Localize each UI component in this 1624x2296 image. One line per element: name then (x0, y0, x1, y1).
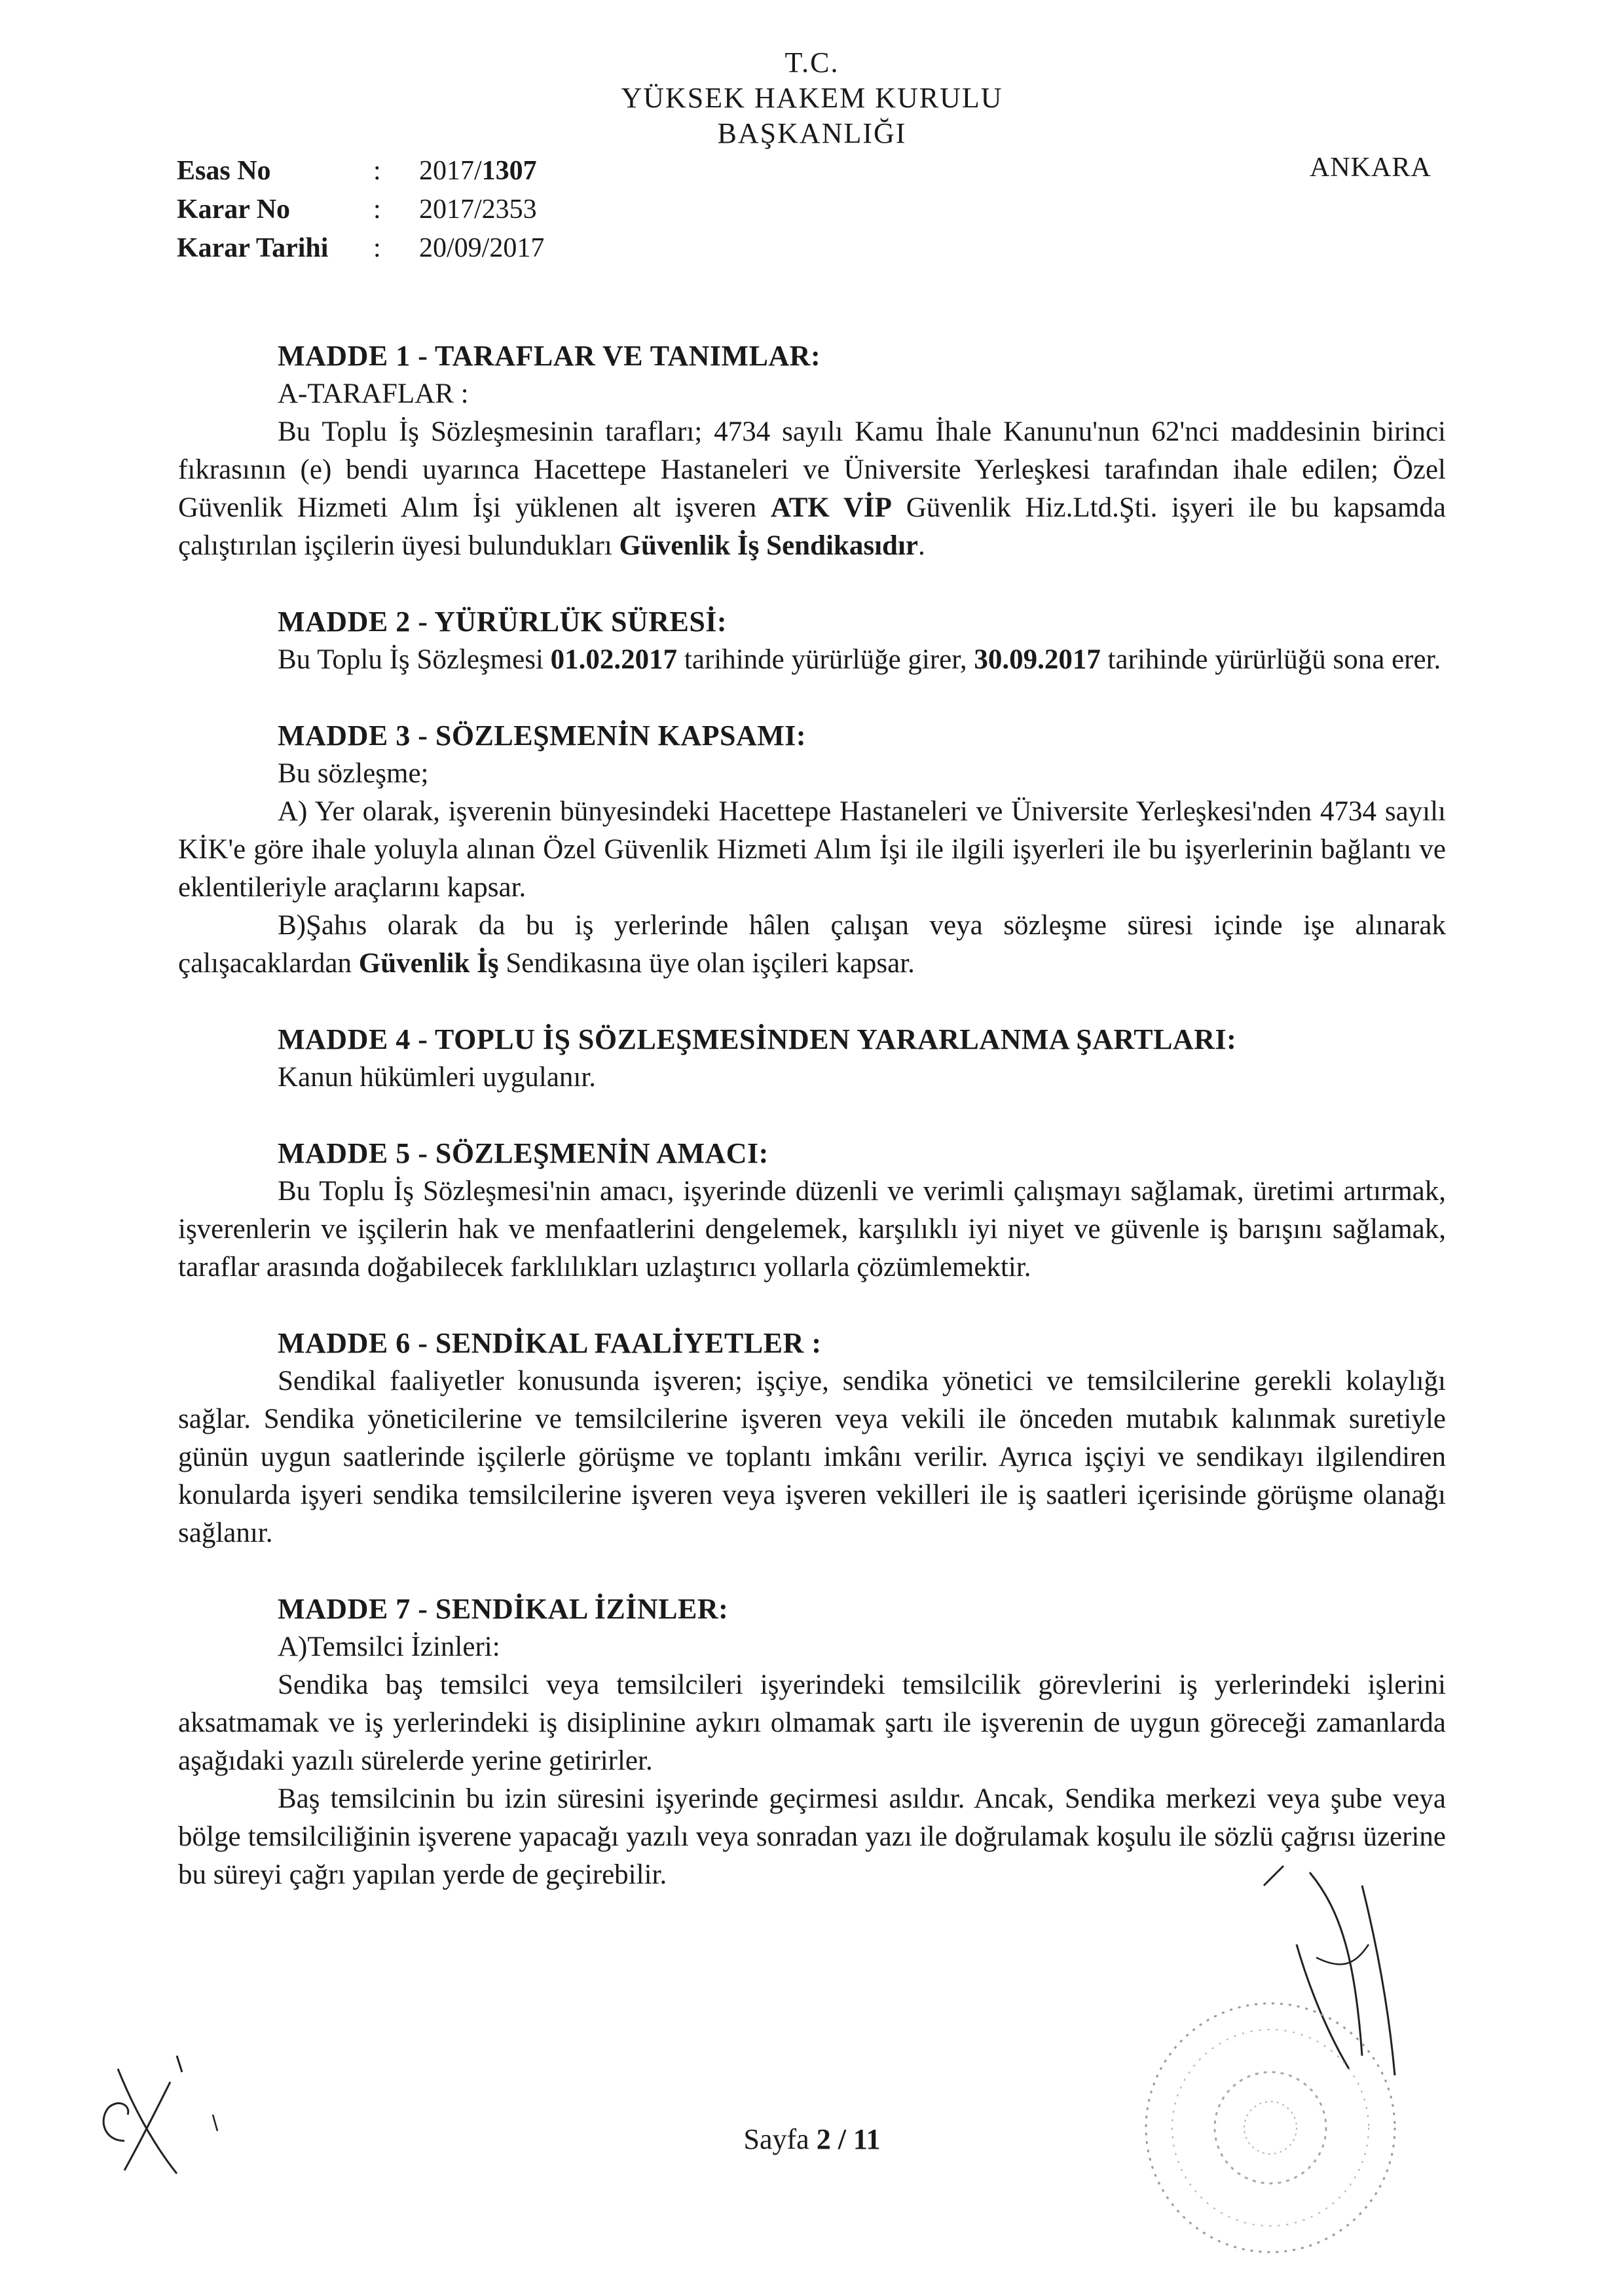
article-7-paragraph-2: Baş temsilcinin bu izin süresini işyerinde geçirmesi asıldır. Ancak, Sendika merkezi veya şube veya bölge temsilciliğinin işverene yapacağı yazılı veya sonradan yazı ile doğrulamak koşulu ile sözlü çağrısı üzerine bu süreyi çağrı yapılan yerde de geçirebilir. (178, 1783, 1446, 1890)
article-7-paragraph-1: Sendika baş temsilci veya temsilcileri işyerindeki temsilcilik görevlerini iş yerlerindeki işlerini aksatmamak ve iş yerlerindeki iş disiplinine aykırı olmamak şartı ile işverenin de uygun göreceği zamanlarda aşağıdaki yazılı sürelerde yerine getirirler. (178, 1669, 1446, 1776)
meta-value: 2017/1307 (419, 156, 537, 186)
meta-value: 20/09/2017 (419, 233, 545, 263)
article-6-text: Sendikal faaliyetler konusunda işveren; işçiye, sendika yönetici ve temsilcilerine gerekli kolaylığı sağlar. Sendika yöneticilerine ve temsilcilerine işveren veya vekili ile önceden mutabık kalınmak suretiyle günün uygun saatlerinde işçilerle görüşme ve toplantı imkânı verilir. Ayrıca işçiyi ve sendikayı ilgilendiren konularda işyeri sendika temsilcilerine işveren veya işveren vekilleri ile iş saatleri içerisinde görüşme olanağı sağlanır. (178, 1366, 1446, 1548)
article-3-item-a: A) Yer olarak, işverenin bünyesindeki Hacettepe Hastaneleri ve Üniversite Yerleşkesi'nden 4734 sayılı KİK'e göre ihale yoluyla alınan Özel Güvenlik Hizmeti Alım İşi ile ilgili işyerleri ile bu işyerlerinin bağlantı ve eklentileriyle araçlarını kapsar. (178, 796, 1446, 903)
meta-row-esas (177, 152, 544, 191)
meta-colon: : (373, 194, 381, 225)
document-body (178, 337, 1446, 1894)
meta-colon: : (373, 156, 381, 186)
case-meta (177, 152, 544, 268)
article-5-text: Bu Toplu İş Sözleşmesi'nin amacı, işyerinde düzenli ve verimli çalışmayı sağlamak, üretimi artırmak, işverenlerin ve işçilerin hak ve menfaatlerini dengelemek, karşılıklı iyi niyet ve güvenle iş barışını sağlamak, taraflar arasında doğabilecek farklılıkları uzlaştırıcı yollarla çözümlemektir. (178, 1176, 1446, 1283)
header-city: ANKARA (1310, 153, 1431, 183)
meta-colon: : (373, 233, 381, 263)
article-7-subheading: A)Temsilci İzinleri: (278, 1631, 500, 1662)
article-4-text: Kanun hükümleri uygulanır. (278, 1062, 597, 1093)
article-4-heading: MADDE 4 - TOPLU İŞ SÖZLEŞMESİNDEN YARARLANMA ŞARTLARI: (278, 1023, 1237, 1055)
start-date: 01.02.2017 (550, 644, 678, 675)
employer-name: ATK VİP (770, 492, 892, 523)
article-1-heading: MADDE 1 - TARAFLAR VE TANIMLAR: (278, 340, 821, 372)
article-6-heading: MADDE 6 - SENDİKAL FAALİYETLER : (278, 1327, 822, 1359)
article-1-subheading: A-TARAFLAR : (278, 378, 469, 409)
header-presidency: BAŞKANLIĞI (717, 117, 907, 149)
meta-value: 2017/2353 (419, 194, 537, 225)
article-2-heading: MADDE 2 - YÜRÜRLÜK SÜRESİ: (278, 606, 728, 638)
page-number: Sayfa 2 / 11 (743, 2123, 881, 2155)
end-date: 30.09.2017 (974, 644, 1101, 675)
union-name: Güvenlik İş Sendikasıdır (619, 530, 918, 561)
header-institution: YÜKSEK HAKEM KURULU (621, 82, 1003, 114)
meta-row-karar (177, 191, 544, 229)
header-tc: T.C. (784, 46, 840, 79)
union-name: Güvenlik İş (358, 948, 499, 979)
meta-label: Karar Tarihi (177, 233, 329, 263)
meta-label: Karar No (177, 194, 291, 225)
article-2-text: Bu Toplu İş Sözleşmesi 01.02.2017 tarihinde yürürlüğe girer, 30.09.2017 tarihinde yürürlüğü sona erer. (278, 644, 1441, 675)
handwritten-initials (79, 2043, 236, 2187)
article-3-subheading: Bu sözleşme; (278, 758, 429, 789)
meta-label: Esas No (177, 156, 271, 186)
article-3-item-b: B)Şahıs olarak da bu iş yerlerinde hâlen çalışan veya sözleşme süresi içinde işe alınarak çalışacaklardan Güvenlik İş Sendikasına üye olan işçileri kapsar. (178, 910, 1446, 979)
article-3-heading: MADDE 3 - SÖZLEŞMENİN KAPSAMI: (278, 720, 807, 752)
article-7-heading: MADDE 7 - SENDİKAL İZİNLER: (278, 1593, 729, 1625)
meta-row-tarih (177, 229, 544, 268)
article-1-text: Bu Toplu İş Sözleşmesinin tarafları; 4734 sayılı Kamu İhale Kanunu'nun 62'nci maddesinin birinci fıkrasının (e) bendi uyarınca Hacettepe Hastaneleri ve Üniversite Yerleşkesi tarafından ihale edilen; Özel Güvenlik Hizmeti Alım İşi yüklenen alt işveren ATK VİP Güvenlik Hiz.Ltd.Şti. işyeri ile bu kapsamda çalıştırılan işçilerin üyesi bulundukları Güvenlik İş Sendikasıdır. (178, 416, 1446, 561)
article-5-heading: MADDE 5 - SÖZLEŞMENİN AMACI: (278, 1137, 769, 1169)
